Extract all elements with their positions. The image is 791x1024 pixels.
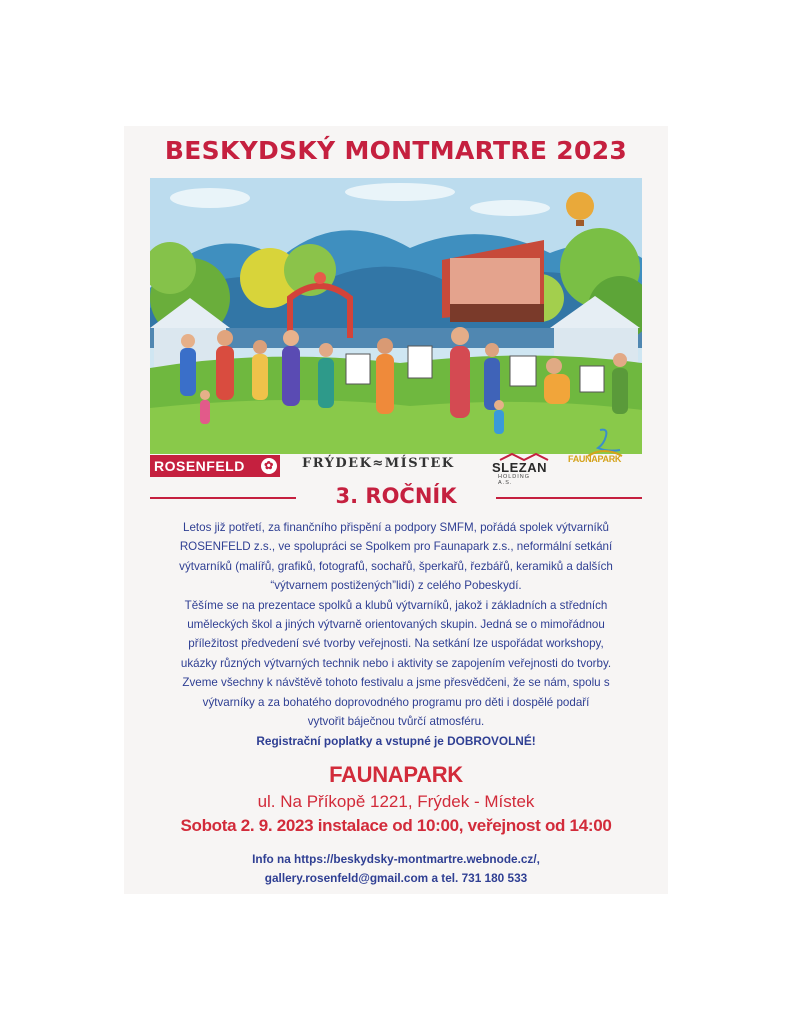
rose-icon: ✿ — [261, 458, 277, 474]
edition-ordinal: 3. ROČNÍK — [335, 484, 457, 508]
frydek-mistek-logo: FRÝDEK≈MÍSTEK — [302, 456, 455, 471]
venue-address: ul. Na Příkopě 1221, Frýdek - Místek — [257, 792, 535, 811]
registration-note: Registrační poplatky a vstupné je DOBROVOLNÉ! — [256, 734, 536, 748]
ordinal-heading-row — [150, 484, 642, 510]
poster — [124, 126, 668, 894]
slezan-logo — [492, 452, 547, 486]
faunapark-logo — [568, 426, 638, 488]
festival-painting-illustration — [150, 178, 642, 454]
body-line: vytvořit báječnou tvůrčí atmosféru. — [307, 715, 485, 729]
venue-name: FAUNAPARK — [329, 762, 463, 787]
sponsor-logos — [150, 452, 642, 488]
contact-info — [124, 850, 668, 888]
body-line: Letos již potřetí, za finančního přispění a podpory SMFM, pořádá spolek výtvarníků — [183, 521, 609, 534]
body-line: “výtvarnem postižených”lidí) z celého Pobeskydí. — [270, 579, 522, 593]
body-line: ukázky různých výtvarných technik nebo i aktivity se zapojením veřejnosti do tvorby. — [180, 656, 612, 670]
body-line: uměleckých škol a jiných výtvarně orientovaných skupin. Jedná se o mimořádnou — [187, 618, 605, 632]
slezan-logo-text: SLEZAN — [492, 460, 547, 475]
rosenfeld-logo — [150, 455, 280, 477]
body-line: ROSENFELD z.s., ve spolupráci se Spolkem pro Faunapark z.s., neformální setkání — [179, 540, 613, 554]
info-website: Info na https://beskydsky-montmartre.webnode.cz/, — [252, 852, 540, 866]
event-date: Sobota 2. 9. 2023 instalace od 10:00, veřejnost od 14:00 — [180, 816, 612, 835]
body-line: příležitost předvedení své tvorby veřejnosti. Na setkání lze uspořádat workshopy, — [188, 637, 604, 651]
faunapark-logo-text: FAUNAPARK — [568, 454, 622, 464]
body-line: Zveme všechny k návštěvě tohoto festivalu a jsme přesvědčeni, že se nám, spolu s — [182, 676, 610, 690]
poster-title: BESKYDSKÝ MONTMARTRE 2023 — [164, 136, 628, 165]
body-line: výtvarníky a za bohatého doprovodného programu pro děti i dospělé podaří — [202, 695, 590, 709]
slezan-logo-subtext: HOLDING A.S. — [498, 474, 531, 486]
body-line: výtvarníků (malířů, grafiků, fotografů, sochařů, šperkařů, řezbářů, keramiků a dalších — [179, 559, 613, 573]
description-text — [138, 518, 654, 731]
rosenfeld-logo-text: ROSENFELD — [154, 458, 245, 474]
body-line: Těšíme se na prezentace spolků a klubů výtvarníků, jakož i základních a středních — [184, 598, 608, 612]
info-email-phone: gallery.rosenfeld@gmail.com a tel. 731 180 533 — [264, 871, 528, 885]
divider-right — [496, 497, 642, 499]
